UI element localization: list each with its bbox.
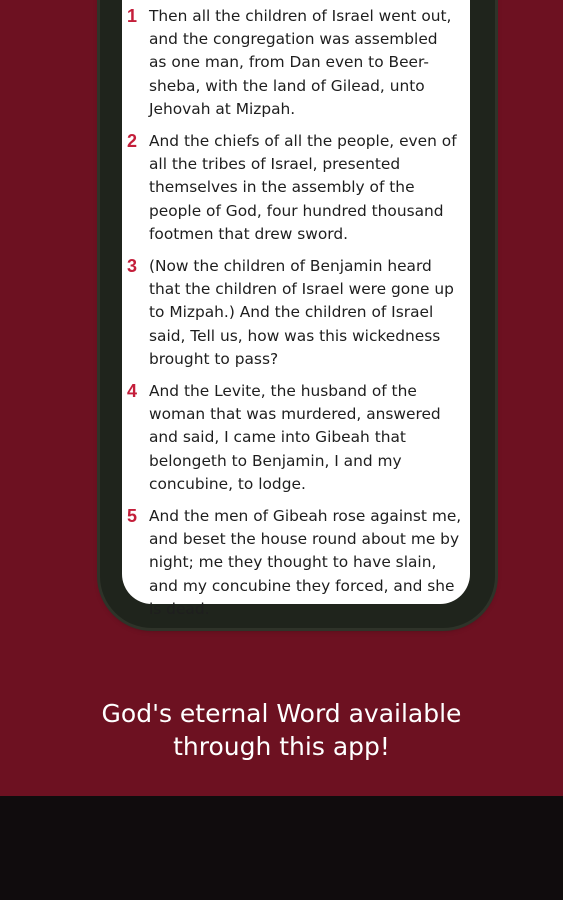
verse-line: night; me they thought to have slain, [149, 553, 437, 572]
verse-line: as one man, from Dan even to Beer- [149, 53, 429, 72]
verse-list[interactable] [122, 5, 470, 630]
verse-line: brought to pass? [149, 349, 279, 368]
verse-line: people of God, four hundred thousand [149, 201, 444, 220]
verse-item[interactable] [122, 380, 470, 496]
verse-item[interactable] [122, 5, 470, 121]
verse-item[interactable] [122, 255, 470, 371]
verse-number: 5 [127, 506, 138, 527]
verse-line: is dead. [149, 599, 210, 618]
verse-line: and the congregation was assembled [149, 30, 438, 49]
verse-line: footmen that drew sword. [149, 224, 348, 243]
verse-line: (Now the children of Benjamin heard [149, 257, 432, 276]
verse-item[interactable] [122, 505, 470, 621]
verse-line: to Mizpah.) And the children of Israel [149, 303, 434, 322]
verse-line: And the Levite, the husband of the [149, 382, 417, 401]
verse-line: And the chiefs of all the people, even of [149, 132, 457, 151]
verse-line: And the men of Gibeah rose against me, [149, 507, 462, 526]
verse-line: that the children of Israel were gone up [149, 280, 454, 299]
verse-line: said, Tell us, how was this wickedness [149, 326, 441, 345]
verse-number: 4 [127, 381, 138, 402]
verse-line: and beset the house round about me by [149, 530, 460, 549]
verse-line: belongeth to Benjamin, I and my [149, 451, 402, 470]
verse-item[interactable] [122, 130, 470, 246]
tagline-line: God's eternal Word available [101, 699, 462, 728]
tagline-line: through this app! [173, 732, 390, 761]
verse-line: concubine, to lodge. [149, 474, 306, 493]
verse-line: Jehovah at Mizpah. [149, 99, 296, 118]
verse-line: and said, I came into Gibeah that [149, 428, 406, 447]
verse-number: 2 [127, 131, 138, 152]
phone-screen[interactable] [122, 0, 470, 618]
verse-number: 1 [127, 6, 138, 26]
bottom-band [0, 796, 563, 900]
verse-line: woman that was murdered, answered [149, 405, 441, 424]
verse-line: Then all the children of Israel went out, [149, 7, 452, 25]
promo-tagline [20, 697, 543, 763]
verse-line: and my concubine they forced, and she [149, 576, 455, 595]
verse-line: themselves in the assembly of the [149, 178, 415, 197]
verse-line: sheba, with the land of Gilead, unto [149, 76, 425, 95]
verse-number: 3 [127, 256, 138, 277]
verse-line: all the tribes of Israel, presented [149, 155, 401, 174]
